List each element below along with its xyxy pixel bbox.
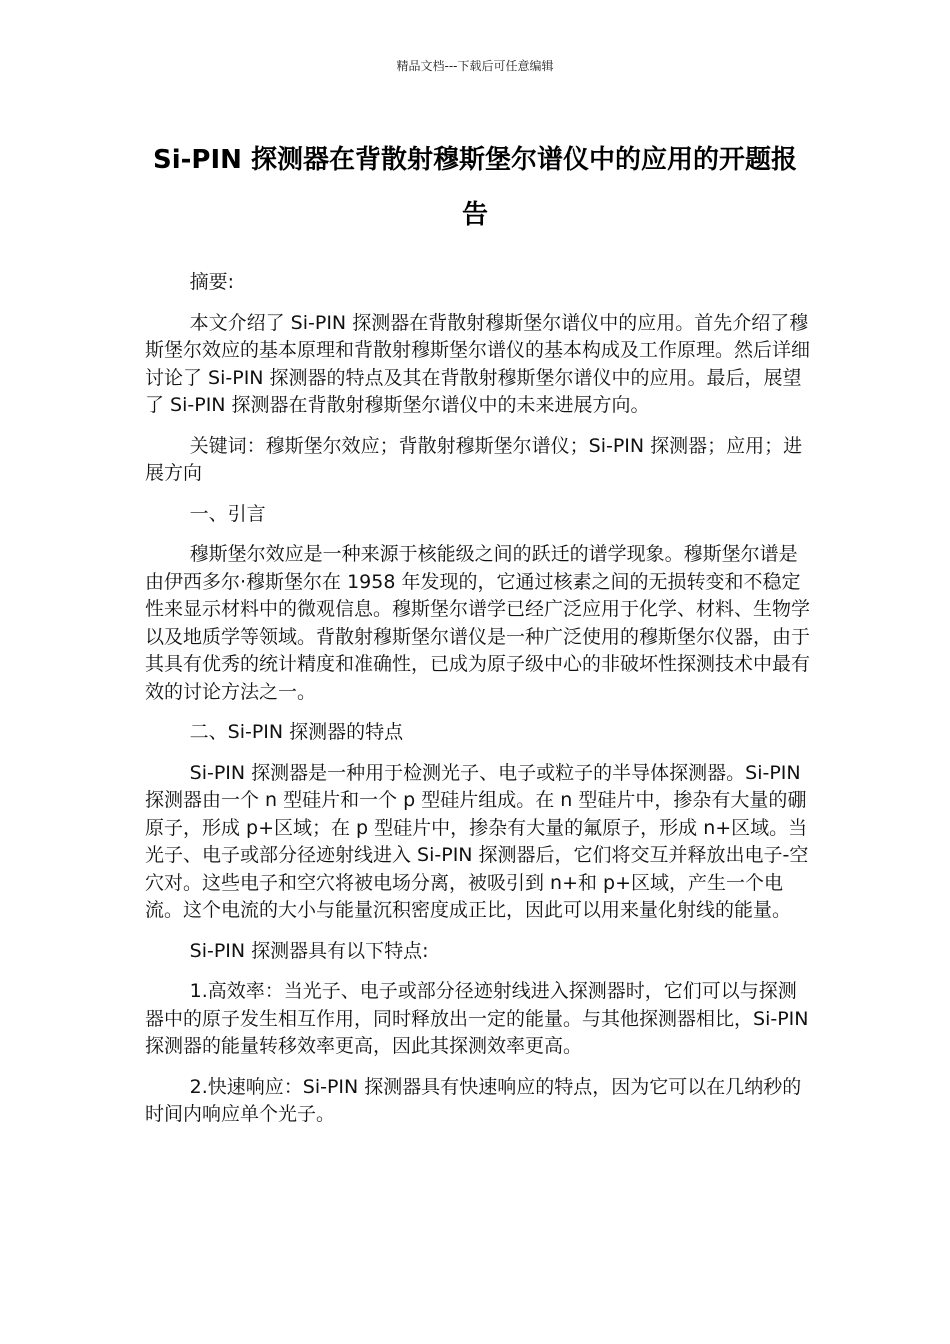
abstract-label: 摘要: (189, 271, 235, 293)
document-title: Si-PIN 探测器在背散射穆斯堡尔谱仪中的应用的开题报告 (153, 145, 797, 230)
section-heading-features: 二、Si-PIN 探测器的特点 (189, 721, 404, 743)
header-note: 精品文档---下载后可任意编辑 (396, 59, 554, 73)
feature-item-efficiency: 1.高效率：当光子、电子或部分径迹射线进入探测器时，它们可以与探测器中的原子发生相互作用，同时释放出一定的能量。与其他探测器相比，Si-PIN 探测器的能量转移效率更高，因此其探测效率更高。 (145, 980, 809, 1057)
document-body (145, 269, 810, 1142)
section-heading-intro: 一、引言 (189, 502, 266, 525)
abstract-text: 本文介绍了 Si-PIN 探测器在背散射穆斯堡尔谱仪中的应用。首先介绍了穆斯堡尔效应的基本原理和背散射穆斯堡尔谱仪的基本构成及工作原理。然后详细讨论了 Si-PIN 探测器的特点及其在背散射穆斯堡尔谱仪中的应用。最后，展望了 Si-PIN 探测器在背散射穆斯堡尔谱仪中的未来进展方向。 (145, 311, 811, 416)
keywords: 关键词：穆斯堡尔效应；背散射穆斯堡尔谱仪；Si-PIN 探测器；应用；进展方向 (145, 434, 803, 484)
section-intro-text: 穆斯堡尔效应是一种来源于核能级之间的跃迁的谱学现象。穆斯堡尔谱是由伊西多尔·穆斯堡尔在 1958 年发现的，它通过核素之间的无损转变和不稳定性来显示材料中的微观信息。穆斯堡尔谱学已经广泛应用于化学、材料、生物学以及地质学等领域。背散射穆斯堡尔谱仪是一种广泛使用的穆斯堡尔仪器，由于其具有优秀的统计精度和准确性，已成为原子级中心的非破坏性探测技术中最有效的讨论方法之一。 (145, 543, 811, 703)
features-intro: Si-PIN 探测器具有以下特点: (189, 939, 429, 962)
feature-item-fast-response: 2.快速响应：Si-PIN 探测器具有快速响应的特点，因为它可以在几纳秒的时间内响应单个光子。 (145, 1075, 802, 1125)
section-features-text: Si-PIN 探测器是一种用于检测光子、电子或粒子的半导体探测器。Si-PIN 探测器由一个 n 型硅片和一个 p 型硅片组成。在 n 型硅片中，掺杂有大量的硼原子，形成 p+区域；在 p 型硅片中，掺杂有大量的氟原子，形成 n+区域。当光子、电子或部分径迹射线进入 Si-PIN 探测器后，它们将交互并释放出电子-空穴对。这些电子和空穴将被电场分离，被吸引到 n+和 p+区域，产生一个电流。这个电流的大小与能量沉积密度成正比，因此可以用来量化射线的能量。 (145, 761, 809, 921)
